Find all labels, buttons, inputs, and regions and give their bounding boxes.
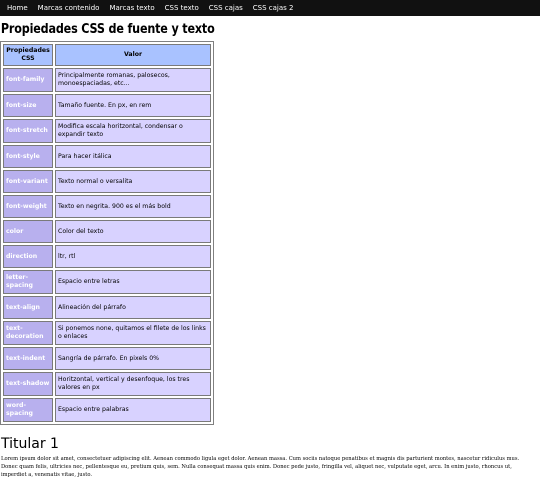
nav-link-home[interactable]: Home <box>7 4 28 12</box>
property-name: text-align <box>3 296 53 319</box>
table-row <box>3 145 211 168</box>
property-name: word-spacing <box>3 398 53 422</box>
property-value: Horitzontal, vertical y desenfoque, los tres valores en px <box>55 372 211 396</box>
property-name: color <box>3 220 53 243</box>
css-properties-table <box>0 41 214 425</box>
table-row <box>3 398 211 422</box>
property-value: Modifica escala horitzontal, condensar o expandir texto <box>55 119 211 143</box>
property-name: letter-spacing <box>3 270 53 294</box>
property-name: font-stretch <box>3 119 53 143</box>
nav-link-css-texto[interactable]: CSS texto <box>164 4 199 12</box>
property-value: Si ponemos none, quitamos el filete de los links o enlaces <box>55 321 211 345</box>
table-row <box>3 296 211 319</box>
property-name: font-weight <box>3 195 53 218</box>
property-name: text-decoration <box>3 321 53 345</box>
property-value: Para hacer itálica <box>55 145 211 168</box>
nav-link-marcas-texto[interactable]: Marcas texto <box>109 4 155 12</box>
property-name: font-family <box>3 68 53 92</box>
top-nav <box>0 0 540 16</box>
table-row <box>3 220 211 243</box>
property-value: ltr, rtl <box>55 245 211 268</box>
table-row <box>3 68 211 92</box>
property-name: text-indent <box>3 347 53 370</box>
page-title: Propiedades CSS de fuente y texto <box>0 22 215 37</box>
table-row <box>3 245 211 268</box>
property-value: Principalmente romanas, palosecos, monoespaciadas, etc... <box>55 68 211 92</box>
table-row <box>3 270 211 294</box>
property-value: Espacio entre palabras <box>55 398 211 422</box>
table-row <box>3 372 211 396</box>
property-name: font-size <box>3 94 53 117</box>
lorem-paragraph: Lorem ipsum dolor sit amet, consectetuer adipiscing elit. Aenean commodo ligula eget dolor. Aenean massa. Cum sociis natoque penatibus et magnis dis parturient montes, nascetur ridiculus mus. Donec quam felis, ultricies nec, pellentesque eu, pretium quis, sem. Nulla consequat massa quis enim. Donec pede justo, fringilla vel, aliquet nec, vulputate eget, arcu. In enim justo, rhoncus ut, imperdiet a, venenatis vitae, justo. <box>1 456 520 479</box>
property-value: Texto en negrita. 900 es el más bold <box>55 195 211 218</box>
property-value: Tamaño fuente. En px, en rem <box>55 94 211 117</box>
column-header-property: Propiedades CSS <box>3 44 53 66</box>
nav-link-css-cajas[interactable]: CSS cajas <box>208 4 243 12</box>
property-name: font-style <box>3 145 53 168</box>
nav-link-css-cajas-2[interactable]: CSS cajas 2 <box>252 4 294 12</box>
table-row <box>3 170 211 193</box>
table-row <box>3 119 211 143</box>
column-header-value: Valor <box>55 44 211 66</box>
table-row <box>3 347 211 370</box>
property-value: Alineación del párrafo <box>55 296 211 319</box>
property-name: direction <box>3 245 53 268</box>
table-row <box>3 321 211 345</box>
property-value: Color del texto <box>55 220 211 243</box>
heading-titular-1: Titular 1 <box>1 436 59 452</box>
table-header-row <box>3 44 211 66</box>
property-name: text-shadow <box>3 372 53 396</box>
property-value: Sangría de párrafo. En pixels 0% <box>55 347 211 370</box>
property-value: Texto normal o versalita <box>55 170 211 193</box>
property-name: font-variant <box>3 170 53 193</box>
property-value: Espacio entre letras <box>55 270 211 294</box>
nav-link-marcas-contenido[interactable]: Marcas contenido <box>37 4 100 12</box>
table-row <box>3 94 211 117</box>
table-row <box>3 195 211 218</box>
